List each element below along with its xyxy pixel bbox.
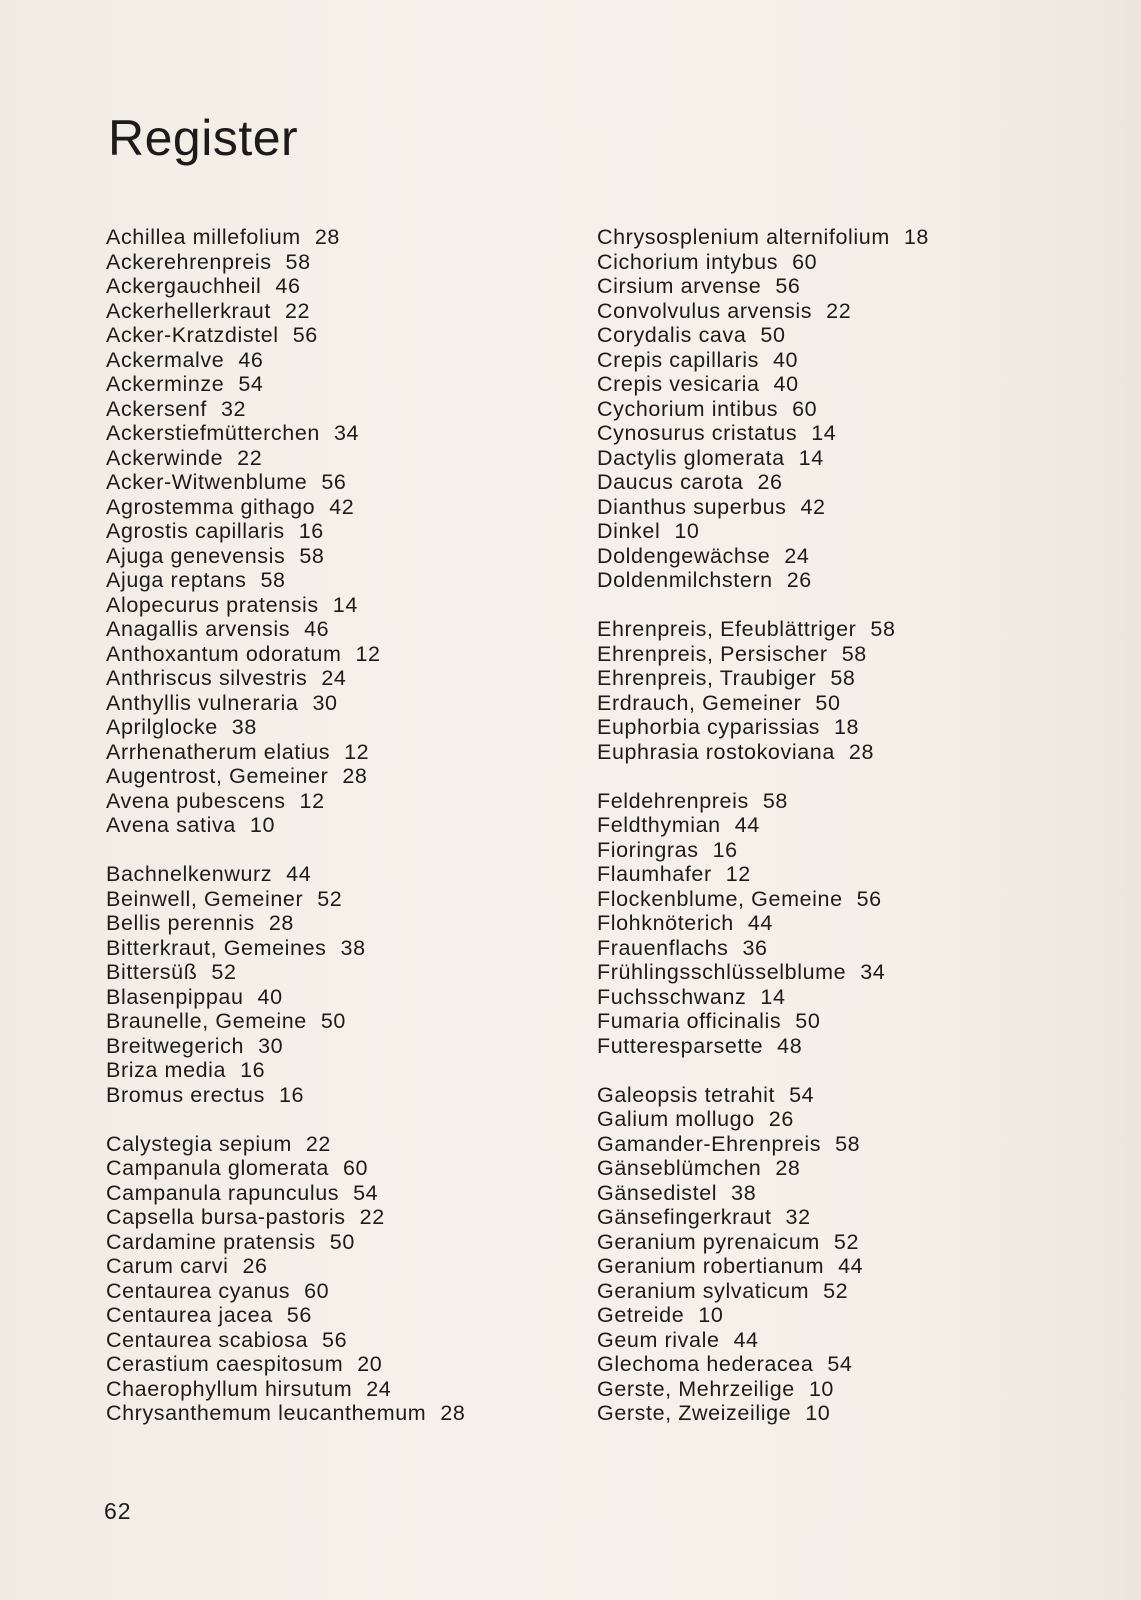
index-page-ref: 54 [353,1180,379,1205]
index-entry [106,299,586,324]
index-page-ref: 56 [322,1327,348,1352]
index-term: Arrhenatherum elatius [106,739,331,764]
index-page-ref: 56 [286,1303,312,1327]
index-term: Cynosurus cristatus [597,421,798,445]
index-term: Chrysanthemum leucanthemum [106,1401,427,1425]
index-entry [597,715,1097,740]
index-entry [106,544,586,569]
index-page-ref: 22 [237,445,263,470]
index-entry [597,1303,1097,1328]
index-page-ref: 42 [329,494,355,519]
index-term: Agrostis capillaris [106,519,285,543]
index-entry [597,1107,1097,1132]
index-term: Gänsefingerkraut [597,1205,772,1229]
page-number: 62 [104,1498,132,1524]
index-entry [106,1401,586,1426]
index-term: Bitterkraut, Gemeines [106,935,327,960]
index-term: Braunelle, Gemeine [106,1009,307,1033]
index-page-ref: 24 [321,666,347,690]
index-entry [106,642,586,667]
index-entry [597,960,1097,985]
index-term: Feldthymian [597,813,721,837]
index-term: Crepis capillaris [597,347,759,372]
index-page-ref: 60 [304,1278,330,1303]
index-term: Agrostemma githago [106,494,316,519]
index-term: Geranium sylvaticum [597,1278,810,1303]
index-entry [597,1254,1097,1279]
index-entry [106,1230,586,1255]
index-term: Corydalis cava [597,323,747,347]
index-term: Alopecurus pratensis [106,592,319,617]
index-page-ref: 18 [903,225,929,249]
index-page-ref: 38 [231,715,257,739]
index-entry [106,568,586,593]
index-page-ref: 22 [359,1205,385,1229]
index-entry [106,446,586,471]
index-page-ref: 58 [835,1131,861,1156]
index-entry [597,519,1097,544]
index-group [597,225,1097,593]
index-term: Frauenflachs [597,935,729,960]
index-page-ref: 42 [800,494,826,519]
index-entry [597,1279,1097,1304]
index-page-ref: 60 [792,249,818,274]
index-entry [597,1205,1097,1230]
index-term: Gerste, Mehrzeilige [597,1376,795,1401]
index-page-ref: 12 [355,641,381,666]
index-page-ref: 44 [286,862,312,886]
index-page-ref: 16 [298,519,324,543]
index-page-ref: 26 [242,1254,268,1278]
index-term: Ackergauchheil [106,274,262,298]
index-entry [597,299,1097,324]
page-title: Register [108,110,299,166]
index-entry [597,813,1097,838]
index-page-ref: 14 [811,421,837,445]
index-page-ref: 50 [320,1009,346,1033]
index-entry [106,250,586,275]
index-term: Bromus erectus [106,1082,265,1107]
index-page-ref: 22 [284,298,311,323]
index-term: Ajuga reptans [106,568,247,592]
index-page-ref: 60 [342,1156,369,1180]
index-term: Bachnelkenwurz [106,862,273,886]
index-term: Anthoxantum odoratum [106,641,342,666]
index-page-ref: 52 [823,1278,849,1303]
index-entry [597,1181,1097,1206]
index-entry [597,1034,1097,1059]
index-page-ref: 54 [238,372,264,396]
index-term: Ackersenf [106,396,207,421]
index-entry [597,936,1097,961]
index-page-ref: 34 [860,960,886,984]
index-term: Campanula rapunculus [106,1180,340,1205]
index-entry [597,225,1097,250]
index-term: Euphorbia cyparissias [597,715,820,739]
index-term: Cychorium intibus [597,396,779,421]
index-term: Gänsedistel [597,1180,718,1205]
index-entry [597,1230,1097,1255]
index-page-ref: 38 [340,935,366,960]
index-entry [106,911,586,936]
index-page-ref: 40 [772,347,799,372]
index-term: Cichorium intybus [597,249,779,274]
index-page-ref: 46 [304,617,330,641]
index-page-ref: 56 [856,886,882,911]
index-page-ref: 22 [305,1131,331,1156]
index-term: Centaurea scabiosa [106,1327,309,1352]
index-entry [597,691,1097,716]
index-entry [106,421,586,446]
index-entry [106,1303,586,1328]
index-entry [106,1181,586,1206]
index-term: Erdrauch, Gemeiner [597,690,802,715]
index-page-ref: 10 [674,519,700,543]
index-term: Breitwegerich [106,1033,245,1058]
index-entry [597,887,1097,912]
index-page-ref: 16 [240,1058,266,1082]
index-page-ref: 10 [808,1376,834,1401]
index-term: Gerste, Zweizeilige [597,1401,792,1425]
index-page-ref: 56 [775,274,801,298]
index-term: Anthriscus silvestris [106,666,308,690]
index-page-ref: 22 [826,298,852,323]
index-entry [106,274,586,299]
index-page-ref: 58 [830,666,856,690]
index-entry [106,348,586,373]
index-entry [597,1083,1097,1108]
index-entry [106,1132,586,1157]
index-page-ref: 14 [332,592,358,617]
index-entry [597,446,1097,471]
index-term: Acker-Witwenblume [106,470,308,494]
index-entry [106,740,586,765]
index-term: Briza media [106,1058,227,1082]
index-page-ref: 28 [848,739,875,764]
index-group [106,225,586,838]
index-term: Aprilglocke [106,715,218,739]
index-entry [597,985,1097,1010]
index-entry [106,1034,586,1059]
index-term: Centaurea cyanus [106,1278,291,1303]
index-entry [106,936,586,961]
index-term: Fumaria officinalis [597,1009,782,1033]
index-term: Bellis perennis [106,911,255,935]
index-term: Ackermalve [106,347,225,372]
index-entry [106,764,586,789]
index-page-ref: 10 [698,1303,724,1327]
index-entry [106,617,586,642]
index-entry [597,250,1097,275]
index-entry [106,1205,586,1230]
index-term: Ackerehrenpreis [106,249,272,274]
index-entry [597,470,1097,495]
index-entry [597,666,1097,691]
index-page-ref: 26 [768,1107,794,1131]
index-term: Fuchsschwanz [597,984,747,1009]
index-page-ref: 58 [285,249,311,274]
index-group [597,1083,1097,1426]
index-page-ref: 30 [312,690,338,715]
index-page-ref: 28 [440,1401,466,1425]
index-page-ref: 38 [731,1180,757,1205]
index-term: Capsella bursa-pastoris [106,1205,346,1229]
index-entry [106,1058,586,1083]
index-page-ref: 44 [747,911,773,935]
index-term: Flaumhafer [597,862,712,886]
index-page-ref: 48 [777,1033,803,1058]
index-entry [106,470,586,495]
index-group [106,862,586,1107]
index-term: Doldenmilchstern [597,568,773,592]
index-entry [597,862,1097,887]
index-entry [106,887,586,912]
index-entry [597,642,1097,667]
index-page-ref: 24 [784,543,810,568]
index-page-ref: 58 [762,788,788,813]
index-page-ref: 32 [785,1205,811,1229]
index-term: Blasenpippau [106,984,244,1009]
index-page-ref: 36 [742,935,768,960]
index-group [597,789,1097,1059]
index-page-ref: 46 [275,274,301,298]
index-page-ref: 16 [278,1082,305,1107]
index-entry [106,1156,586,1181]
index-term: Ajuga genevensis [106,543,286,568]
index-term: Anthyllis vulneraria [106,690,299,715]
index-term: Convolvulus arvensis [597,298,813,323]
index-page-ref: 44 [733,1327,759,1352]
index-term: Avena sativa [106,813,236,837]
index-page-ref: 10 [805,1401,831,1425]
index-page-ref: 58 [870,617,896,641]
index-entry [597,1132,1097,1157]
index-entry [106,1352,586,1377]
index-page-ref: 26 [786,568,812,592]
index-entry [597,495,1097,520]
index-page-ref: 28 [342,764,368,788]
index-group [597,617,1097,764]
index-page-ref: 56 [292,323,318,347]
index-entry [106,666,586,691]
index-page-ref: 50 [329,1229,355,1254]
index-term: Euphrasia rostokoviana [597,739,835,764]
index-term: Augentrost, Gemeiner [106,764,329,788]
index-term: Geranium pyrenaicum [597,1229,820,1254]
index-page-ref: 20 [357,1352,383,1376]
index-term: Chrysosplenium alternifolium [597,225,890,249]
index-term: Ackerstiefmütterchen [106,421,320,445]
index-term: Glechoma hederacea [597,1352,814,1376]
index-page-ref: 14 [798,445,824,470]
index-entry [106,1254,586,1279]
index-entry [106,1279,586,1304]
index-entry [597,348,1097,373]
index-entry [597,397,1097,422]
index-term: Crepis vesicaria [597,372,760,396]
index-term: Frühlingsschlüsselblume [597,960,847,984]
index-term: Flockenblume, Gemeine [597,886,843,911]
index-term: Ehrenpreis, Persischer [597,641,828,666]
index-page-ref: 14 [760,984,786,1009]
index-term: Getreide [597,1303,685,1327]
index-entry [106,495,586,520]
index-entry [106,960,586,985]
index-entry [597,1156,1097,1181]
index-page-ref: 12 [344,739,370,764]
index-term: Futteresparsette [597,1033,764,1058]
index-term: Dianthus superbus [597,494,787,519]
index-page-ref: 12 [299,788,325,813]
index-entry [106,715,586,740]
index-term: Avena pubescens [106,788,286,813]
index-term: Dinkel [597,519,661,543]
index-page-ref: 58 [260,568,286,592]
index-page-ref: 52 [317,886,343,911]
index-term: Anagallis arvensis [106,617,291,641]
index-term: Flohknöterich [597,911,734,935]
index-entry [597,1328,1097,1353]
index-page-ref: 46 [238,347,264,372]
index-entry [106,225,586,250]
index-term: Cardamine pratensis [106,1229,316,1254]
index-entry [597,789,1097,814]
index-page-ref: 28 [775,1156,801,1180]
index-page-ref: 28 [268,911,294,935]
index-entry [597,1401,1097,1426]
index-term: Chaerophyllum hirsutum [106,1376,353,1401]
index-term: Ackerwinde [106,445,224,470]
index-page-ref: 44 [838,1254,864,1278]
index-entry [597,568,1097,593]
index-term: Centaurea jacea [106,1303,273,1327]
index-entry [597,421,1097,446]
index-page-ref: 10 [249,813,276,837]
index-term: Fioringras [597,837,699,862]
index-term: Geranium robertianum [597,1254,825,1278]
index-entry [106,323,586,348]
index-term: Ehrenpreis, Efeublättriger [597,617,857,641]
index-page-ref: 52 [833,1229,860,1254]
index-page-ref: 12 [725,862,751,886]
index-term: Carum carvi [106,1254,229,1278]
index-page-ref: 28 [314,225,340,249]
index-column-left [106,225,586,1450]
index-term: Campanula glomerata [106,1156,329,1180]
index-page-ref: 32 [221,396,247,421]
index-term: Acker-Kratzdistel [106,323,279,347]
index-entry [106,1328,586,1353]
index-entry [106,1083,586,1108]
index-page-ref: 34 [333,421,360,445]
index-term: Galeopsis tetrahit [597,1082,776,1107]
index-page-ref: 54 [827,1352,853,1376]
index-entry [106,862,586,887]
index-page-ref: 50 [760,323,786,347]
index-entry [597,1352,1097,1377]
index-term: Ehrenpreis, Traubiger [597,666,817,690]
index-entry [597,740,1097,765]
index-term: Dactylis glomerata [597,445,785,470]
index-page-ref: 58 [841,641,867,666]
index-entry [106,1377,586,1402]
index-term: Bittersüß [106,960,198,984]
index-page-ref: 54 [789,1082,815,1107]
index-page-ref: 56 [321,470,347,494]
index-entry [597,617,1097,642]
index-entry [106,813,586,838]
index-entry [597,911,1097,936]
index-term: Doldengewächse [597,543,771,568]
index-entry [106,789,586,814]
index-term: Calystegia sepium [106,1131,292,1156]
index-term: Achillea millefolium [106,225,301,249]
index-page-ref: 52 [211,960,237,984]
index-page-ref: 44 [734,813,760,837]
index-page-ref: 40 [773,372,799,396]
index-entry [106,691,586,716]
index-page-ref: 18 [833,715,860,739]
index-page-ref: 26 [757,470,783,494]
index-term: Feldehrenpreis [597,788,749,813]
index-entry [597,274,1097,299]
index-column-right [597,225,1097,1450]
index-page-ref: 50 [815,690,841,715]
index-term: Cerastium caespitosum [106,1352,344,1376]
index-entry [597,838,1097,863]
index-term: Gamander-Ehrenpreis [597,1131,822,1156]
index-entry [106,1009,586,1034]
index-page-ref: 30 [258,1033,284,1058]
index-term: Cirsium arvense [597,274,762,298]
index-entry [597,544,1097,569]
index-entry [597,372,1097,397]
index-entry [106,593,586,618]
index-term: Daucus carota [597,470,744,494]
index-term: Ackerminze [106,372,225,396]
index-page-ref: 60 [792,396,818,421]
index-entry [597,1009,1097,1034]
index-entry [106,985,586,1010]
index-page-ref: 16 [712,837,738,862]
index-page-ref: 50 [795,1009,821,1033]
index-term: Galium mollugo [597,1107,755,1131]
index-entry [106,519,586,544]
index-page-ref: 24 [366,1376,392,1401]
index-entry [106,397,586,422]
index-page-ref: 40 [257,984,283,1009]
index-term: Beinwell, Gemeiner [106,886,304,911]
index-term: Ackerhellerkraut [106,298,271,323]
index-term: Gänseblümchen [597,1156,762,1180]
index-entry [106,372,586,397]
index-entry [597,323,1097,348]
index-group [106,1132,586,1426]
index-page-ref: 58 [299,543,325,568]
index-entry [597,1377,1097,1402]
index-term: Geum rivale [597,1327,720,1352]
